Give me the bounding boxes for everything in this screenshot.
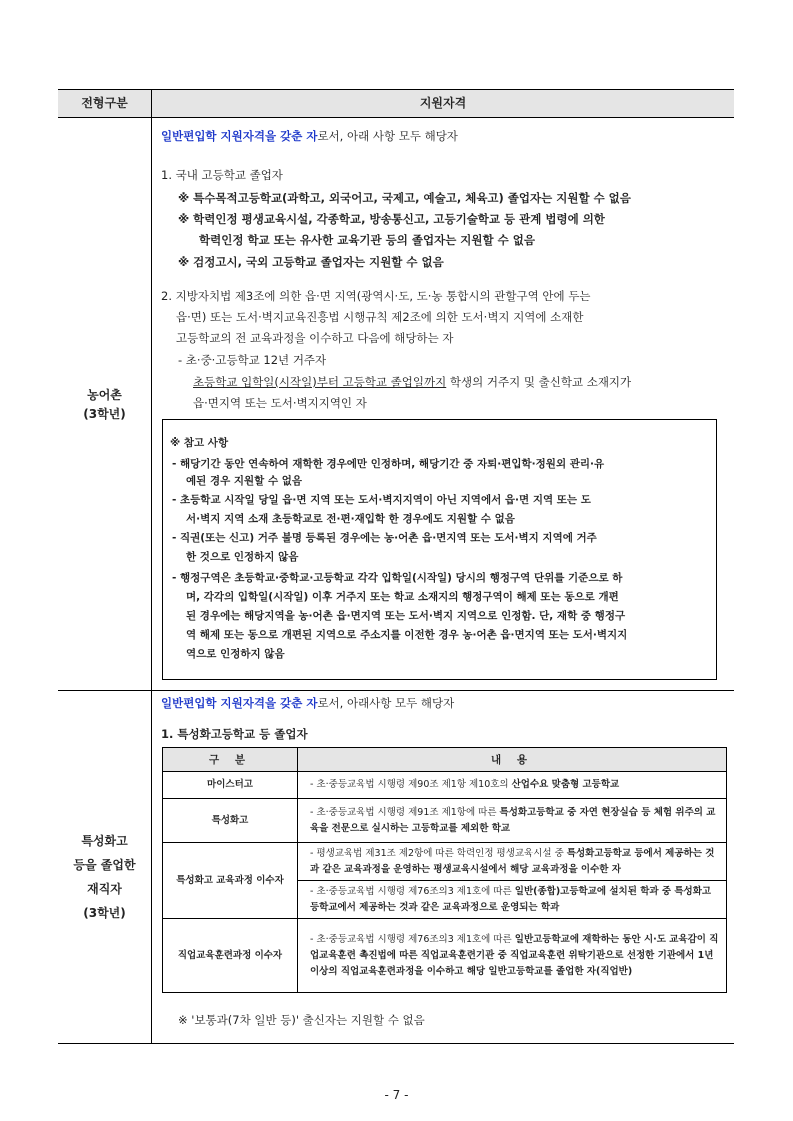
specialized-intro <box>161 695 454 711</box>
row-value-plain: - 초·중등교육법 시행령 제90조 제1항 제10호의 <box>310 779 512 790</box>
rural-note-line: 역으로 인정하지 않음 <box>186 648 285 660</box>
rural-item2-sub: - 초·중·고등학교 12년 거주자 <box>178 353 327 367</box>
rural-item2-desc-rest: 학생의 거주지 및 출신학교 소재지가 <box>446 375 632 389</box>
row-value-bold: 일반고등학교에 재학하는 동안 시·도 교육감이 직업교육훈련 촉진법에 따른 직업교육훈련기관 중 직업교육훈련 위탁기관으로 선정한 기관에서 1년 이상의 직업교육훈련과정을 이수하고 해당 일반고등학교를 졸업한 자(직업반) <box>310 933 719 977</box>
specialized-col-content: 내 용 <box>298 748 727 772</box>
row-value <box>298 843 727 881</box>
rural-note-line: - 해당기간 동안 연속하여 재학한 경우에만 인정하며, 해당기간 중 자퇴·편입학·정원외 관리·유 <box>172 458 605 470</box>
rural-note-line: 예된 경우 지원할 수 없음 <box>186 475 303 487</box>
rural-note-line: 한 것으로 인정하지 않음 <box>186 551 299 563</box>
specialized-intro-strong: 일반편입학 지원자격을 갖춘 자 <box>161 696 318 710</box>
rural-intro <box>161 128 458 144</box>
rural-intro-rest: 로서, 아래 사항 모두 해당자 <box>317 129 458 143</box>
specialized-col-type: 구 분 <box>163 748 298 772</box>
row-key: 마이스터고 <box>163 772 298 799</box>
header-bottom-border <box>58 117 734 118</box>
row-value-bold: 특성화고등학교 등에서 제공하는 것과 같은 교육과정을 운영하는 평생교육시설에서 해당 교육과정을 이수한 자 <box>310 847 715 875</box>
specialized-table <box>162 747 727 993</box>
rural-item2-line: 읍·면) 또는 도서·벽지교육진흥법 시행규칙 제2조에 의한 도서·벽지 지역에 소재한 <box>176 310 584 324</box>
table-row <box>163 772 727 799</box>
specialized-intro-rest: 로서, 아래사항 모두 해당자 <box>317 696 455 710</box>
rural-item2-desc <box>193 374 631 390</box>
category-specialized-line: 특성화고 <box>81 834 128 848</box>
header-type: 전형구분 <box>81 96 128 110</box>
rural-item1-note: 학력인정 학교 또는 유사한 교육기관 등의 졸업자는 지원할 수 없음 <box>199 233 535 247</box>
table-row <box>163 919 727 993</box>
rural-note-line: - 행정구역은 초등학교·중학교·고등학교 각각 입학일(시작일) 당시의 행정구역 단위를 기준으로 하 <box>172 572 623 584</box>
category-rural-label: 농어촌 <box>87 388 122 402</box>
specialized-footnote: ※ '보통과(7차 일반 등)' 출신자는 지원할 수 없음 <box>178 1013 425 1027</box>
rural-note-line: - 직권(또는 신고) 거주 불명 등록된 경우에는 농·어촌 읍·면지역 또는 도서·벽지 지역에 거주 <box>172 532 597 544</box>
row-key: 직업교육훈련과정 이수자 <box>163 919 298 993</box>
row-value-plain: - 초·중등교육법 시행령 제76조의3 제1호에 따른 <box>310 885 515 897</box>
row-value-bold: 산업수요 맞춤형 고등학교 <box>511 779 620 790</box>
rural-item1-note: ※ 특수목적고등학교(과학고, 외국어고, 국제고, 예술고, 체육고) 졸업자는 지원할 수 없음 <box>178 191 631 205</box>
table-bottom-border <box>58 1043 734 1044</box>
page-number: - 7 - <box>384 1088 409 1102</box>
category-rural <box>58 386 151 424</box>
section-divider <box>58 690 734 691</box>
rural-item1: 1. 국내 고등학교 졸업자 <box>161 168 283 182</box>
row-key: 특성화고 <box>163 799 298 843</box>
rural-intro-strong: 일반편입학 지원자격을 갖춘 자 <box>161 129 318 143</box>
table-row <box>163 799 727 843</box>
category-rural-grade: (3학년) <box>83 407 126 421</box>
rural-item1-note: ※ 검정고시, 국외 고등학교 졸업자는 지원할 수 없음 <box>178 255 444 269</box>
category-specialized-line: 재직자 <box>87 882 122 896</box>
category-specialized-line: (3학년) <box>83 906 126 920</box>
rural-item2-line: 2. 지방자치법 제3조에 의한 읍·면 지역(광역시·도, 도·농 통합시의 관할구역 안에 두는 <box>161 289 591 303</box>
rural-note-line: 서·벽지 지역 소재 초등학교로 전·편·재입학 한 경우에도 지원할 수 없음 <box>186 513 515 525</box>
rural-note-line: 며, 각각의 입학일(시작일) 이후 거주지 또는 학교 소재지의 행정구역이 해제 또는 동으로 개편 <box>186 591 619 603</box>
category-specialized-line: 등을 졸업한 <box>73 858 136 872</box>
header-qualification: 지원자격 <box>419 96 467 110</box>
row-key: 특성화고 교육과정 이수자 <box>163 843 298 919</box>
category-specialized <box>58 829 151 925</box>
rural-item2-line: 고등학교의 전 교육과정을 이수하고 다음에 해당하는 자 <box>176 331 454 345</box>
rural-item2-desc-underlined: 초등학교 입학일(시작일)부터 고등학교 졸업일까지 <box>193 375 447 389</box>
row-value <box>298 772 727 799</box>
column-divider <box>151 90 152 1043</box>
row-value-plain: - 초·중등교육법 시행령 제76조의3 제1호에 따른 <box>310 933 515 945</box>
rural-item2-desc-line2: 읍·면지역 또는 도서·벽지지역인 자 <box>193 396 367 410</box>
table-row <box>163 843 727 881</box>
rural-notes-title: ※ 참고 사항 <box>170 437 229 449</box>
specialized-table-header <box>163 748 727 772</box>
rural-note-line: 역 해제 또는 동으로 개편된 지역으로 주소지를 이전한 경우 농·어촌 읍·면지역 또는 도서·벽지지 <box>186 629 628 641</box>
row-value-plain: - 평생교육법 제31조 제2항에 따른 학력인정 평생교육시설 중 <box>310 847 567 859</box>
rural-item1-note: ※ 학력인정 평생교육시설, 각종학교, 방송통신고, 고등기술학교 등 관계 법령에 의한 <box>178 212 605 226</box>
row-value <box>298 919 727 993</box>
row-value-plain: - 초·중등교육법 시행령 제91조 제1항에 따른 <box>310 806 500 818</box>
row-value-bold: 일반(종합)고등학교에 설치된 학과 중 특성화고등학교에서 제공하는 것과 같은 교육과정으로 운영되는 학과 <box>310 885 712 913</box>
row-value <box>298 799 727 843</box>
specialized-item1: 1. 특성화고등학교 등 졸업자 <box>161 727 308 741</box>
row-value-bold: 특성화고등학교 중 자연 현장실습 등 체험 위주의 교육을 전문으로 실시하는 고등학교를 제외한 학교 <box>310 806 716 834</box>
rural-note-line: - 초등학교 시작일 당일 읍·면 지역 또는 도서·벽지지역이 아닌 지역에서 읍·면 지역 또는 도 <box>172 494 591 506</box>
rural-note-line: 된 경우에는 해당지역을 농·어촌 읍·면지역 또는 도서·벽지 지역으로 인정함. 단, 재학 중 행정구 <box>186 610 626 622</box>
row-value <box>298 881 727 919</box>
